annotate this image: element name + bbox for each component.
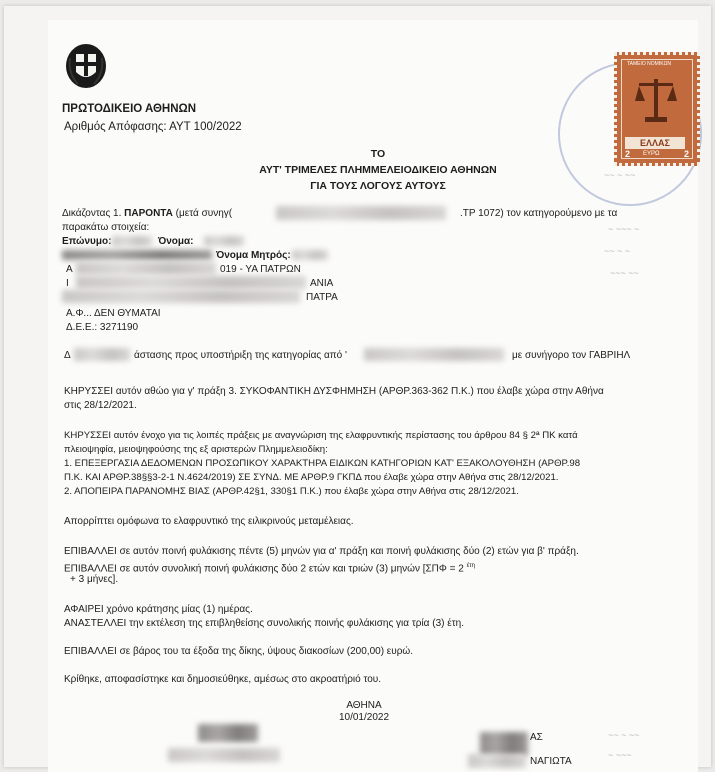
guilty-line-5: 2. ΑΠΟΠΕΙΡΑ ΠΑΡΑΝΟΜΗΣ ΒΙΑΣ (ΑΡΘΡ.42§1, 330§1 Π.Κ.) που έλαβε χώρα στην Αθήνα στις 28/12/2021.: [64, 486, 519, 497]
stamp-currency: ΕΥΡΩ: [643, 151, 660, 157]
redacted-surname: [112, 236, 152, 246]
dee-line: Δ.Ε.Ε.: 3271190: [66, 322, 139, 333]
row-a-start: Α: [66, 264, 73, 275]
acquit-line-1: ΚΗΡΥΣΣΕΙ αυτόν αθώο για γ' πράξη 3. ΣΥΚΟΦΑΝΤΙΚΗ ΔΥΣΦΗΜΗΣΗ (ΑΡΘΡ.363-362 Π.Κ.) που έλαβε χώρα στην Αθήνα: [64, 386, 604, 397]
redacted-plaintiff-1: [74, 348, 130, 361]
plaintiff-start: Δ: [64, 350, 71, 361]
redacted-signature-left: [198, 724, 258, 742]
row-c-end: ΠΑΤΡΑ: [306, 292, 338, 303]
closing-line: Κρίθηκε, αποφασίστηκε και δημοσιεύθηκε, αμέσως στο ακροατήριό του.: [64, 674, 382, 685]
impose-line-3: + 3 μήνες].: [70, 574, 119, 585]
row-a-end: 019 - ΥΑ ΠΑΤΡΩΝ: [220, 264, 301, 275]
redacted-row-a: [76, 262, 216, 275]
guilty-line-3: 1. ΕΠΕΞΕΡΓΑΣΙΑ ΔΕΔΟΜΕΝΩΝ ΠΡΟΣΩΠΙΚΟΥ ΧΑΡΑΚΤΗΡΑ ΕΙΔΙΚΩΝ ΚΑΤΗΓΟΡΙΩΝ ΚΑΤ' ΕΞΑΚΟΛΟΥΘΗΣΗ (ΑΡΘΡ.98: [64, 458, 581, 469]
redacted-plaintiff-2: [364, 348, 504, 361]
row-b-start: Ι: [66, 278, 69, 289]
scales-icon: [633, 73, 679, 127]
footer-date: 10/01/2022: [338, 712, 390, 723]
suspend-line: ΑΝΑΣΤΕΛΛΕΙ την εκτέλεση της επιβληθείσης συνολικής ποινής φυλάκισης για τρία (3) έτη.: [64, 618, 464, 629]
plaintiff-mid: άστασης προς υποστήριξη της κατηγορίας από ': [134, 350, 347, 361]
redacted-row-c: [62, 290, 300, 303]
redacted-signature-right: [480, 732, 528, 756]
redacted-father: [62, 250, 212, 260]
plaintiff-end: με συνήγορο τον ΓΑΒΡΙΗΛ: [512, 350, 631, 361]
impose-line-2-sup: έτη: [466, 563, 476, 569]
stamp-scribble-4: ~~~ ~~: [610, 268, 639, 278]
footer-right-name: ΝΑΓΙΩΤΑ: [530, 756, 572, 767]
title-line-2: ΑΥΤ' ΤΡΙΜΕΛΕΣ ΠΛΗΜΜΕΛΕΙΟΔΙΚΕΙΟ ΑΘΗΝΩΝ: [259, 164, 497, 176]
row-b-end: ΑΝΙΑ: [310, 278, 334, 289]
intro-start: Δικάζοντας 1.: [62, 208, 125, 219]
redacted-name: [204, 236, 244, 246]
revenue-stamp: [614, 52, 700, 166]
coat-of-arms-icon: [64, 38, 108, 90]
deduct-line: ΑΦΑΙΡΕΙ χρόνο κράτησης μίας (1) ημέρας.: [64, 604, 253, 615]
redacted-name-left: [168, 748, 280, 762]
footer-city: ΑΘΗΝΑ: [346, 700, 382, 711]
footer-right-partial: ΑΣ: [530, 732, 543, 743]
stamp-scribble-3: ~~ ~ ~: [604, 246, 631, 256]
guilty-line-2: πλειοψηφία, μειοψηφούσης της εξ αριστερών Πλημμελειοδίκη:: [64, 444, 328, 455]
reject-line: Απορρίπτει ομόφωνα το ελαφρυντικό της ειλικρινούς μεταμέλειας.: [64, 516, 354, 527]
impose-line-2: [64, 560, 475, 575]
decision-number: Αριθμός Απόφασης: ΑΥΤ 100/2022: [64, 121, 242, 133]
title-line-1: ΤΟ: [370, 148, 386, 160]
redacted-name-right: [468, 754, 526, 768]
redacted-row-b: [76, 276, 306, 289]
document-frame: [4, 6, 711, 767]
intro-line-2: παρακάτω στοιχεία:: [62, 222, 150, 233]
impose-line-1: ΕΠΙΒΑΛΛΕΙ σε αυτόν ποινή φυλάκισης πέντε (5) μηνών για α' πράξη και ποινή φυλάκισης δύο (2) ετών για β' πράξη.: [64, 546, 579, 557]
court-name: ΠΡΩΤΟΔΙΚΕΙΟ ΑΘΗΝΩΝ: [62, 103, 197, 115]
guilty-line-4: Π.Κ. ΚΑΙ ΑΡΘΡ.38§§3-2-1 Ν.4624/2019) ΣΕ ΣΥΝΔ. ΜΕ ΑΡΘΡ.9 ΓΚΠΔ που έλαβε χώρα στην Αθήνα στις 28/12/2021.: [64, 472, 559, 483]
stamp-scribble: ~~ ~ ~~: [604, 170, 636, 180]
document-page: [48, 20, 698, 772]
impose-line-2-text: ΕΠΙΒΑΛΛΕΙ σε αυτόν συνολική ποινή φυλάκισης δύο 2 ετών και τριών (3) μηνών [ΣΠΦ = 2: [64, 563, 467, 575]
costs-line: ΕΠΙΒΑΛΛΕΙ σε βάρος του τα έξοδα της δίκης, ύψους διακοσίων (200,00) ευρώ.: [64, 646, 413, 657]
acquit-line-2: στις 28/12/2021.: [64, 400, 137, 411]
intro-line: [62, 208, 232, 220]
redacted-mother: [292, 250, 328, 260]
intro-end: .ΤΡ 1072) τον κατηγορούμενο με τα: [460, 208, 618, 219]
title-line-3: ΓΙΑ ΤΟΥΣ ΛΟΓΟΥΣ ΑΥΤΟΥΣ: [310, 180, 446, 192]
name-label: Όνομα:: [158, 236, 194, 247]
afm-line: Α.Φ... ΔΕΝ ΘΥΜΑΤΑΙ: [66, 308, 161, 319]
mother-label: Όνομα Μητρός:: [216, 250, 291, 261]
redacted-lawyer: [276, 206, 446, 220]
stamp-label: ΕΛΛΑΣ: [625, 137, 685, 149]
margin-scribble-1: ~~ ~ ~~: [608, 730, 640, 740]
margin-scribble-2: ~ ~~~: [608, 750, 632, 760]
stamp-value-left: 2: [625, 149, 631, 159]
stamp-value-right: 2: [683, 149, 689, 159]
guilty-line-1: ΚΗΡΥΣΣΕΙ αυτόν ένοχο για τις λοιπές πράξεις με αναγνώριση της ελαφρυντικής περίστασης του άρθρου 84 § 2ª ΠΚ κατά: [64, 430, 578, 441]
intro-present: ΠΑΡΟΝΤΑ: [124, 208, 173, 219]
surname-label: Επώνυμο:: [62, 236, 112, 247]
stamp-top-text: ΤΑΜΕΙΟ ΝΟΜΙΚΩΝ: [627, 61, 671, 67]
stamp-scribble-2: ~ ~~~ ~: [608, 224, 640, 234]
intro-rest: (μετά συνηγ(: [172, 208, 233, 219]
